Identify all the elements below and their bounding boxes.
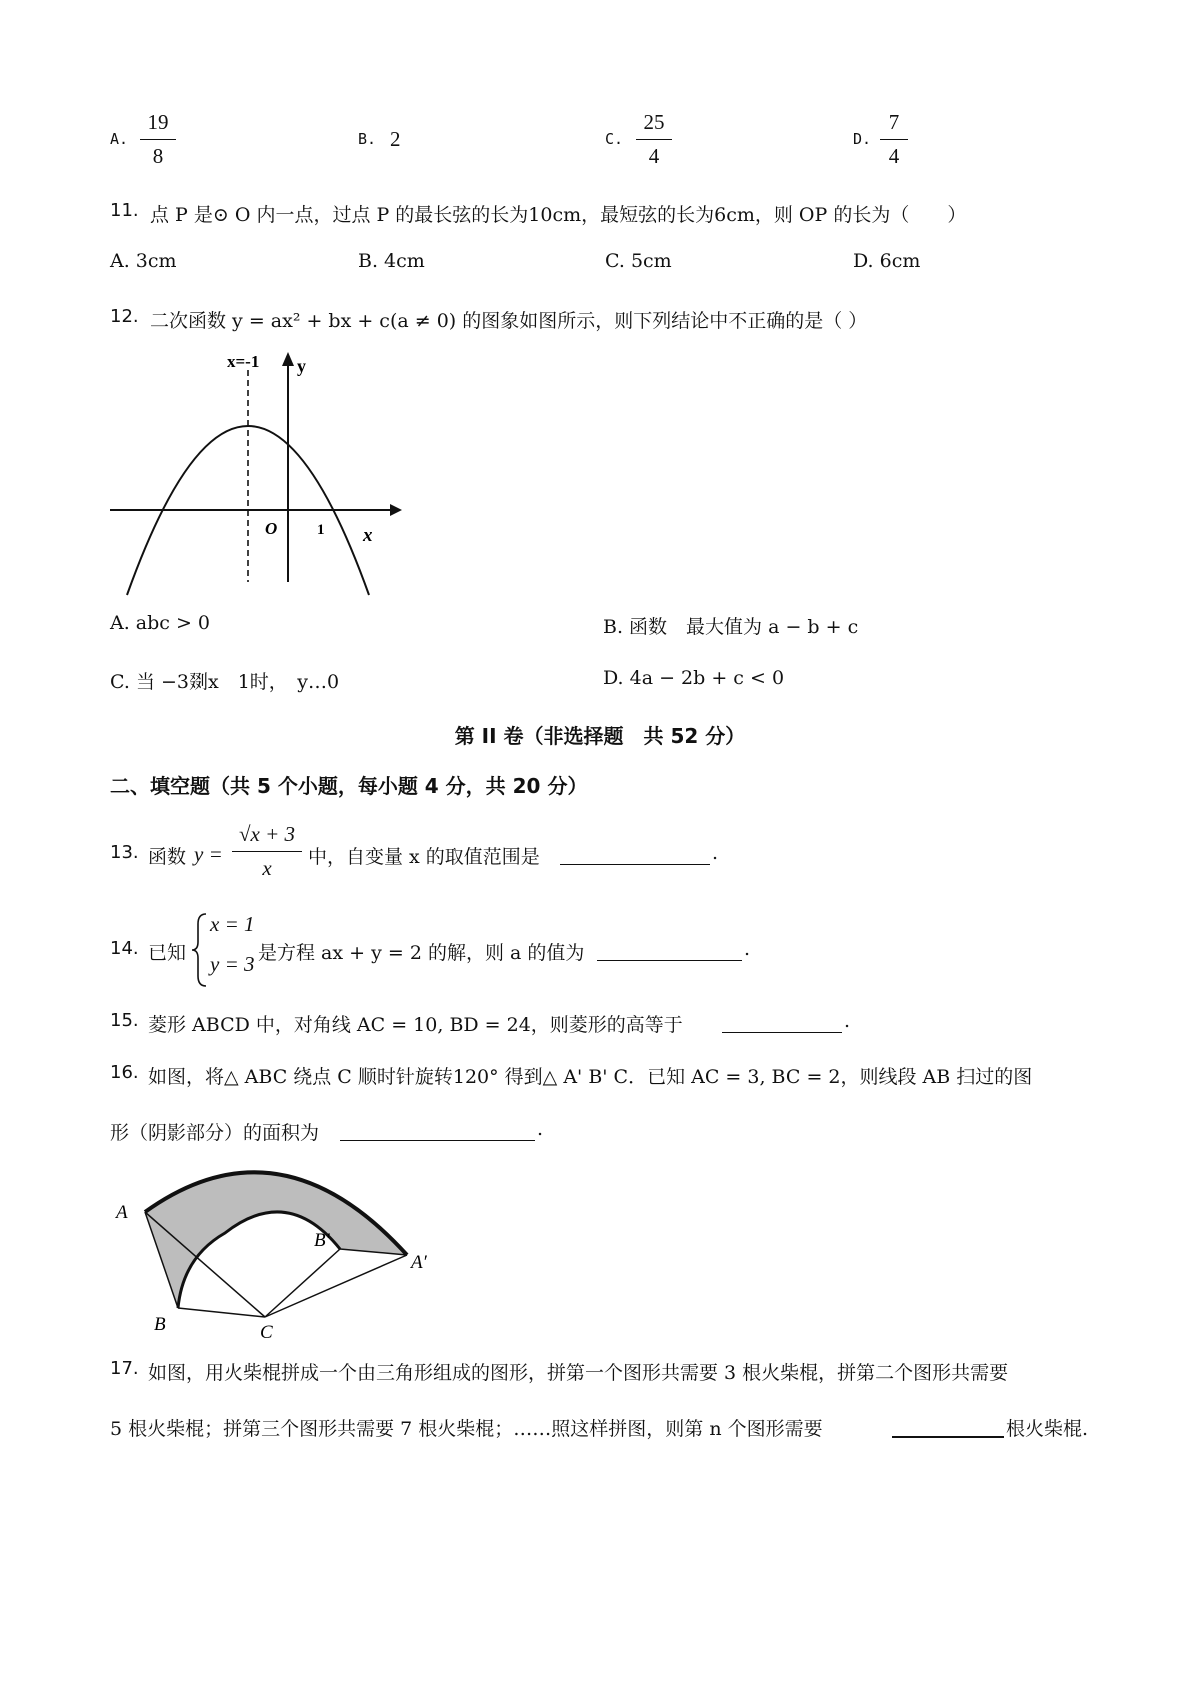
question-number: 17. — [110, 1358, 139, 1379]
y-axis-arrow — [282, 352, 294, 366]
fraction — [140, 110, 176, 169]
numerator: 25 — [643, 110, 665, 134]
option-label: A. — [110, 130, 129, 148]
question-number: 13. — [110, 842, 139, 863]
origin-label: O — [265, 519, 278, 538]
y-axis-label: y — [297, 356, 306, 376]
question-text: 菱形 ABCD 中，对角线 AC = 10, BD = 24，则菱形的高等于 — [148, 1014, 683, 1036]
x-axis-label: x — [363, 525, 373, 546]
option-a: A. 3cm — [110, 250, 177, 272]
label-a: A — [116, 1202, 128, 1223]
label-b-prime: B′ — [314, 1230, 330, 1251]
question-number: 15. — [110, 1010, 139, 1031]
label-b: B — [154, 1314, 166, 1335]
question-number: 14. — [110, 938, 139, 959]
question-prefix: 函数 — [148, 846, 187, 868]
answer-blank[interactable] — [722, 1014, 842, 1033]
segment-bc — [178, 1308, 265, 1317]
denominator: 4 — [648, 144, 660, 168]
fraction — [232, 822, 302, 881]
fraction — [880, 110, 908, 169]
rotation-figure — [110, 1150, 470, 1340]
answer-blank[interactable] — [560, 846, 710, 865]
question-line-2-suffix: 根火柴棍. — [1006, 1418, 1089, 1440]
question-line-2: 5 根火柴棍；拼第三个图形共需要 7 根火柴棍；……照这样拼图，则第 n 个图形需要 — [110, 1418, 823, 1440]
x-axis-arrow — [390, 504, 402, 516]
denominator: 8 — [152, 144, 164, 168]
question-text: 点 P 是⊙ O 内一点，过点 P 的最长弦的长为10cm，最短弦的长为6cm，则 OP 的长为（ ） — [150, 204, 967, 226]
label-c: C — [260, 1322, 273, 1340]
question-number: 11. — [110, 200, 139, 221]
option-label: D. — [853, 130, 872, 148]
option-c: C. 5cm — [605, 250, 672, 272]
segment-a-prime-c — [265, 1255, 407, 1317]
option-b: B. 函数 最大值为 a − b + c — [603, 616, 859, 638]
option-label: B. — [358, 130, 377, 148]
question-line-1: 如图，将△ ABC 绕点 C 顺时针旋转120° 得到△ A' B' C．已知 AC = 3, BC = 2，则线段 AB 扫过的图 — [148, 1066, 1033, 1088]
part2-title: 第 II 卷（非选择题 共 52 分） — [454, 724, 746, 748]
system-line-1: x = 1 — [210, 912, 255, 936]
question-prefix: 已知 — [148, 942, 187, 964]
system-line-2: y = 3 — [210, 952, 255, 976]
answer-blank[interactable] — [340, 1122, 535, 1141]
denominator: 4 — [888, 144, 900, 168]
numerator: √x + 3 — [238, 822, 296, 846]
section2-title: 二、填空题（共 5 个小题，每小题 4 分，共 20 分） — [110, 774, 588, 798]
question-line-2: 形（阴影部分）的面积为 — [110, 1122, 320, 1144]
question-suffix: 是方程 ax + y = 2 的解，则 a 的值为 — [258, 942, 585, 964]
label-a-prime: A′ — [411, 1252, 427, 1273]
y-equals: y = — [194, 842, 223, 866]
symmetry-label: x=-1 — [227, 352, 260, 371]
shaded-region — [145, 1172, 407, 1308]
question-suffix: 中，自变量 x 的取值范围是 — [308, 846, 540, 868]
answer-blank[interactable] — [892, 1418, 1004, 1438]
end-mark: . — [712, 842, 719, 864]
denominator: x — [262, 856, 272, 880]
question-line-1: 如图，用火柴棍拼成一个由三角形组成的图形，拼第一个图形共需要 3 根火柴棍，拼第二个图形共需要 — [148, 1362, 1009, 1384]
question-text: 二次函数 y = ax² + bx + c(a ≠ 0) 的图象如图所示，则下列结论中不正确的是（ ） — [150, 310, 868, 332]
option-a: A. abc > 0 — [110, 612, 211, 634]
option-c: C. 当 −3剟x 1时， y…0 — [110, 671, 340, 693]
end-mark: . — [744, 938, 751, 960]
question-number: 16. — [110, 1062, 139, 1083]
option-d: D. 4a − 2b + c < 0 — [603, 667, 785, 689]
parabola-graph — [105, 350, 405, 605]
tick-label-1: 1 — [317, 522, 325, 538]
option-d: D. 6cm — [853, 250, 921, 272]
option-b: B. 4cm — [358, 250, 425, 272]
answer-blank[interactable] — [597, 942, 742, 961]
fraction — [636, 110, 672, 169]
option-label: C. — [605, 130, 624, 148]
numerator: 7 — [888, 110, 900, 134]
question-number: 12. — [110, 306, 139, 327]
brace-icon — [190, 910, 210, 990]
segment-b-prime-c — [265, 1249, 340, 1317]
end-mark: . — [844, 1010, 851, 1032]
end-mark: . — [537, 1118, 544, 1140]
numerator: 19 — [147, 110, 169, 134]
option-value: 2 — [390, 127, 401, 151]
